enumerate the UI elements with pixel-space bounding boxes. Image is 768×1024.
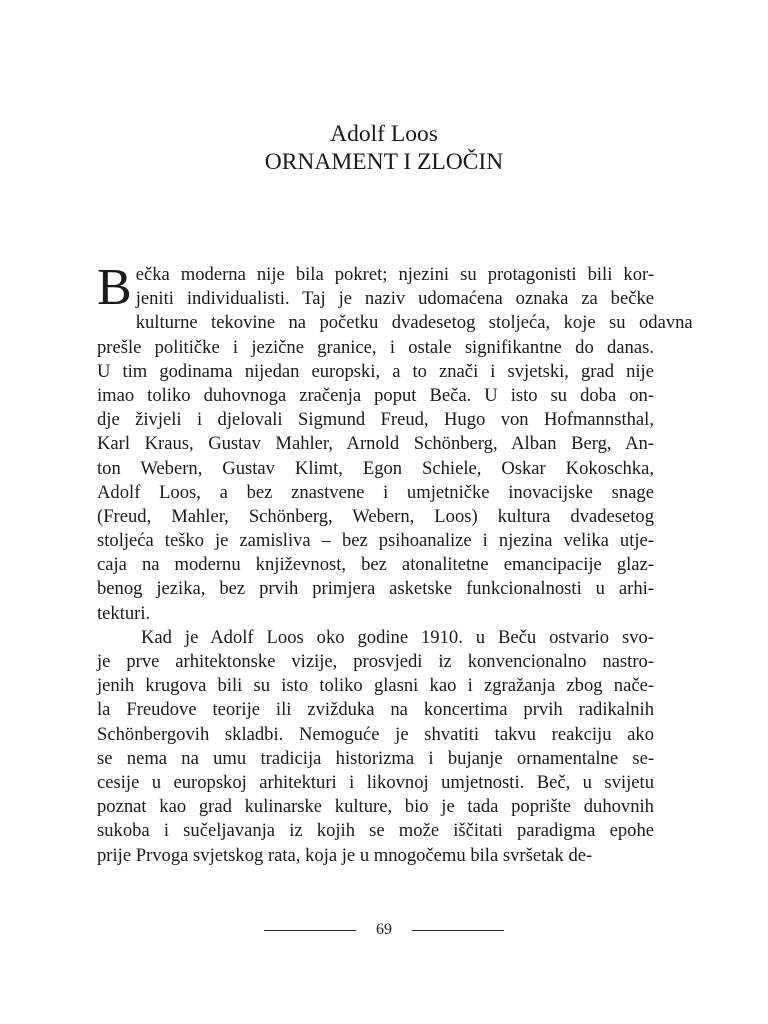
text-line: Karl Kraus, Gustav Mahler, Arnold Schönberg, Alban Berg, An-: [97, 433, 654, 455]
text-line: kulturne tekovine na početku dvadesetog stoljeća, koje su odavna: [135, 312, 693, 334]
text-line: tekturi.: [97, 602, 151, 624]
text-line: prešle političke i jezične granice, i ostale signifikantne do danas.: [97, 336, 654, 358]
text-line: imao toliko duhovnoga zračenja poput Beča. U isto su doba on-: [97, 384, 655, 406]
drop-cap: B: [97, 259, 132, 316]
text-line: la Freudove teorije ili zvižduka na koncertima prvih radikalnih: [97, 699, 654, 721]
text-line: sukoba i sučeljavanja iz kojih se može iščitati paradigma epohe: [97, 820, 654, 842]
chapter-header: [0, 120, 768, 176]
text-line: ton Webern, Gustav Klimt, Egon Schiele, Oskar Kokoschka,: [97, 457, 654, 479]
body-text: [97, 259, 693, 868]
paragraph-2: [97, 626, 654, 868]
text-line: Schönbergovih skladbi. Nemoguće je shvatiti takvu reakciju ako: [97, 723, 655, 745]
text-line: se nema na umu tradicija historizma i bujanje ornamentalne se-: [97, 747, 655, 769]
text-line: jenih krugova bili su isto toliko glasni kao i zgražanja zbog nače-: [97, 675, 655, 697]
page-footer: [0, 916, 768, 944]
text-line: caja na modernu književnost, bez atonalitetne emancipacije glaz-: [97, 554, 654, 576]
essay-title: ORNAMENT I ZLOČIN: [264, 149, 504, 175]
text-line: stoljeća teško je zamisliva – bez psihoanalize i njezina velika utje-: [97, 530, 654, 552]
text-line: dje živjeli i djelovali Sigmund Freud, Hugo von Hofmannsthal,: [97, 409, 654, 431]
paragraph-1: [97, 259, 693, 626]
footer-rule-left: [264, 930, 356, 931]
text-line: poznat kao grad kulinarske kulture, bio je tada poprište duhovnih: [97, 796, 654, 818]
text-line: je prve arhitektonske vizije, prosvjedi iz konvencionalno nastro-: [97, 651, 655, 672]
text-line: cesije u europskoj arhitekturi i likovnoj umjetnosti. Beč, u svijetu: [97, 771, 654, 793]
text-line: jeniti individualisti. Taj je naziv udomaćena oznaka za bečke: [135, 288, 655, 310]
text-line: Kad je Adolf Loos oko godine 1910. u Beču ostvario svo-: [141, 626, 654, 648]
text-line: (Freud, Mahler, Schönberg, Webern, Loos) kultura dvadesetog: [97, 505, 654, 527]
text-line: benog jezika, bez prvih primjera asketske funkcionalnosti u arhi-: [97, 578, 654, 600]
footer-rule-right: [412, 930, 504, 931]
text-line: U tim godinama nijedan europski, a to znači i svjetski, grad nije: [97, 360, 654, 382]
text-line: Adolf Loos, a bez znastvene i umjetničke inovacijske snage: [97, 481, 654, 503]
text-line: ečka moderna nije bila pokret; njezini su protagonisti bili kor-: [135, 264, 655, 285]
author-name: Adolf Loos: [330, 121, 438, 147]
text-line: prije Prvoga svjetskog rata, koja je u mnogočemu bila svršetak de-: [97, 844, 593, 866]
page-number: 69: [376, 921, 392, 938]
